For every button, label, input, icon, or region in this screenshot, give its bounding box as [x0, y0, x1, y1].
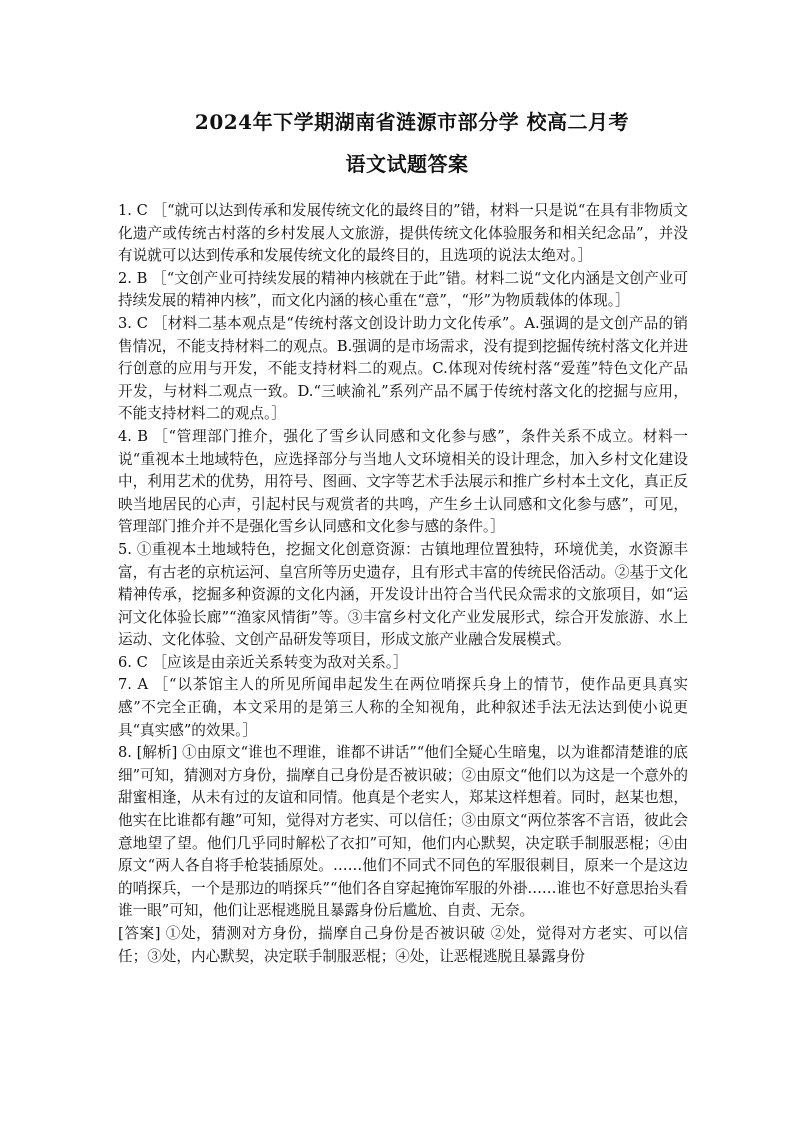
- answer-item-1: 1. C ［“就可以达到传承和发展传统文化的最终目的”错，材料一只是说“在具有非物质文化遗产或传统古村落的乡村发展人文旅游，提供传统文化体验服务和相关纪念品”，并没有说就可以达到传承和发展传统文化的最终目的，且选项的说法太绝对。］: [118, 202, 688, 265]
- answer-item-3: 3. C ［材料二基本观点是“传统村落文创设计助力文化传承”。A.强调的是文创产品的销售情况，不能支持材料二的观点。B.强调的是市场需求，没有提到挖掘传统村落文化并进行创意的应用与开发，不能支持材料二的观点。C.体现对传统村落“爱莲”特色文化产品开发，与材料二观点一致。D.“三峡渝礼”系列产品不属于传统村落文化的挖掘与应用，不能支持材料二的观点。］: [118, 314, 688, 423]
- answer-item-4: 4. B ［“管理部门推介，强化了雪乡认同感和文化参与感”，条件关系不成立。材料一说“重视本土地域特色，应选择部分与当地人文环境相关的设计理念，加入乡村文化建设中，利用艺术的优势，用符号、图画、文字等艺术手法展示和推广乡村本土文化，真正反映当地居民的心声，引起村民与观赏者的共鸣，产生乡土认同感和文化参与感”，可见，管理部门推介并不是强化雪乡认同感和文化参与感的条件。］: [118, 427, 688, 536]
- document-subtitle: 语文试题答案: [345, 152, 469, 176]
- answer-item-6: 6. C ［应该是由亲近关系转变为敌对关系。］: [118, 653, 408, 671]
- answer-item-5: 5. ①重视本土地域特色，挖掘文化创意资源：古镇地理位置独特，环境优美，水资源丰富，有古老的京杭运河、皇宫所等历史遗存，且有形式丰富的传统民俗活动。②基于文化精神传承，挖掘多种资源的文化内涵，开发设计出符合当代民众需求的文旅项目，如“运河文化体验长廊”“渔家风情街”等。③丰富乡村文化产业发展形式，综合开发旅游、水上运动、文化体验、文创产品研发等项目，形成文旅产业融合发展模式。: [118, 540, 688, 649]
- answer-body: [118, 200, 688, 968]
- document-title: 2024年下学期湖南省涟源市部分学 校高二月考: [194, 110, 630, 134]
- answer-item-8-answer: [答案] ①处，猜测对方身份，揣摩自己身份是否被识破 ②处，觉得对方老实、可以信任；③处，内心默契，决定联手制服恶棍；④处，让恶棍逃脱且暴露身份: [118, 925, 688, 965]
- answer-item-2: 2. B ［“文创产业可持续发展的精神内核就在于此”错。材料二说“文化内涵是文创产业可持续发展的精神内核”，而文化内涵的核心重在“意”，“形”为物质载体的体现。］: [118, 269, 688, 310]
- answer-item-7: 7. A ［“以茶馆主人的所见所闻串起发生在两位哨探兵身上的情节，使作品更具真实感”不完全正确，本文采用的是第三人称的全知视角，此种叙述手法无法达到使小说更具“真实感”的效果。］: [118, 676, 688, 739]
- answer-item-8-analysis: 8. [解析] ①由原文“谁也不理谁，谁都不讲话”“他们全疑心生暗鬼，以为谁都清楚谁的底细”可知，猜测对方身份，揣摩自己身份是否被识破；②由原文“他们以为这是一个意外的甜蜜相逢，从未有过的友谊和同情。他真是个老实人，郑某这样想着。同时，赵某也想，他实在比谁都有趣”可知，觉得对方老实、可以信任；③由原文“两位茶客不言语，彼此会意地望了望。他们几乎同时解松了衣扣”可知，他们内心默契，决定联手制服恶棍；④由原文“两人各自将手枪装插原处。……他们不同式不同色的军服很刺目，原来一个是这边的哨探兵，一个是那边的哨探兵”“他们各自穿起掩饰军服的外褂……谁也不好意思抬头看谁一眼”可知，他们让恶棍逃脱且暴露身份后尴尬、自责、无奈。: [118, 744, 688, 920]
